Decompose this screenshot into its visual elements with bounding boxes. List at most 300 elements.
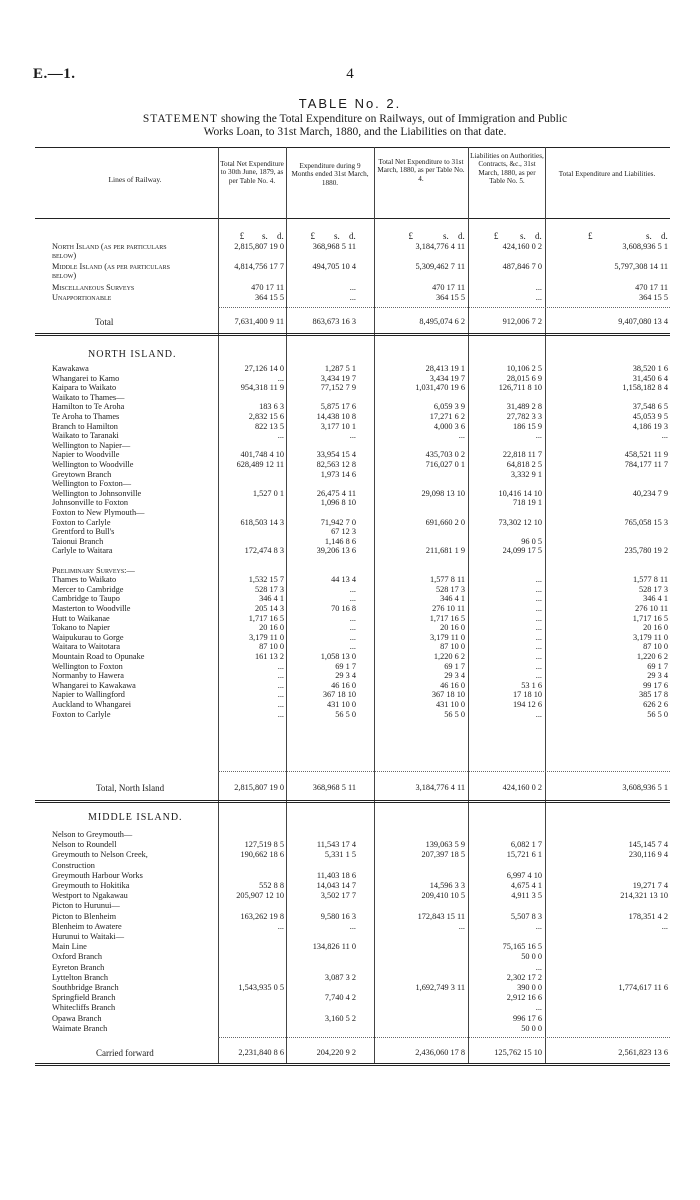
- row-label: Mercer to Cambridge: [52, 585, 124, 594]
- amount-c4: 50 0 0: [521, 952, 542, 961]
- amount-c2: 56 5 0: [335, 710, 356, 719]
- row-label: Hutt to Waikanae: [52, 614, 110, 623]
- unit-pound: £: [588, 231, 593, 241]
- amount-c1: 1,717 16 5: [248, 614, 284, 623]
- row-label: Whangarei to Kawakawa: [52, 681, 136, 690]
- amount-c4: 31,489 2 8: [506, 402, 542, 411]
- table-row: [0, 642, 700, 652]
- amount-c4: 6,997 4 10: [506, 871, 542, 880]
- summary-total-row: [0, 317, 700, 327]
- amount-c4: ...: [535, 585, 542, 594]
- amount-c3: 435,703 0 2: [425, 450, 465, 459]
- amount-c2: 14,043 14 7: [316, 881, 356, 890]
- amount-c3: 29 3 4: [444, 671, 465, 680]
- amount-c4: 4,911 3 5: [511, 891, 542, 900]
- unit-pound: £: [408, 231, 413, 241]
- row-label: Kawakawa: [52, 364, 89, 373]
- col-head-lines: Lines of Railway.: [108, 175, 162, 184]
- table-row: [0, 932, 700, 942]
- amount-c4: ...: [535, 710, 542, 719]
- row-label: Nelson to Roundell: [52, 840, 117, 849]
- amount-c3: 46 16 0: [440, 681, 465, 690]
- row-label: Waimate Branch: [52, 1024, 108, 1033]
- amount-c2: 3,434 19 7: [320, 374, 356, 383]
- unit-pound: £: [493, 231, 499, 241]
- table-row: [0, 850, 700, 860]
- amount-c5: 3,179 11 0: [633, 633, 668, 642]
- amount-c3: 2,436,060 17 8: [415, 1048, 465, 1057]
- row-label: Greymouth Harbour Works: [52, 871, 143, 880]
- amount-c5: 1,158,182 8 4: [622, 383, 668, 392]
- row-label: Middle Island (as per particulars: [52, 262, 170, 271]
- amount-c2: 3,087 3 2: [324, 973, 356, 982]
- amount-c5: 458,521 11 9: [624, 450, 668, 459]
- table-row: [0, 700, 700, 710]
- row-label: Main Line: [52, 942, 87, 951]
- amount-c2: ...: [349, 633, 356, 642]
- amount-c4: 10,106 2 5: [506, 364, 542, 373]
- row-label: Greymouth to Hokitika: [52, 881, 130, 890]
- amount-c5: 364 15 5: [638, 293, 668, 302]
- amount-c1: 2,832 15 6: [248, 412, 284, 421]
- amount-c3: 716,027 0 1: [425, 460, 465, 469]
- amount-c4: 718 19 1: [512, 498, 542, 507]
- row-label: Southbridge Branch: [52, 983, 119, 992]
- table-row: [0, 527, 700, 537]
- row-label: Oxford Branch: [52, 952, 102, 961]
- amount-c5: 29 3 4: [647, 671, 668, 680]
- amount-c1: ...: [277, 671, 284, 680]
- amount-c3: 6,059 3 9: [433, 402, 465, 411]
- amount-c1: 183 6 3: [259, 402, 284, 411]
- amount-c3: 5,309,462 7 11: [415, 262, 465, 271]
- amount-c4: 2,302 17 2: [506, 973, 542, 982]
- table-row: [0, 556, 700, 566]
- amount-c1: ...: [277, 681, 284, 690]
- table-row: [0, 364, 700, 374]
- amount-c4: ...: [535, 594, 542, 603]
- row-label: Normanby to Hawera: [52, 671, 124, 680]
- unit-pence: d.: [661, 231, 668, 241]
- table-row: [0, 963, 700, 973]
- row-label: Foxton to Carlyle: [52, 518, 111, 527]
- amount-c5: ...: [661, 922, 668, 931]
- amount-c4: 912,006 7 2: [502, 317, 542, 326]
- amount-c3: 1,220 6 2: [433, 652, 465, 661]
- table-row: [0, 690, 700, 700]
- amount-c1: 2,815,807 19 0: [234, 783, 284, 792]
- row-label: Picton to Blenheim: [52, 912, 117, 921]
- amount-c4: 10,416 14 10: [498, 489, 542, 498]
- unit-pence: d.: [349, 231, 356, 241]
- table-row: [0, 575, 700, 585]
- amount-c4: 50 0 0: [521, 1024, 542, 1033]
- amount-c3: ...: [458, 431, 465, 440]
- unit-pound: £: [310, 231, 315, 241]
- table-row-cont: [0, 251, 700, 261]
- amount-c2: 1,058 13 0: [320, 652, 356, 661]
- amount-c5: 1,717 16 5: [632, 614, 668, 623]
- summary-rule: [218, 307, 670, 308]
- amount-c5: 45,053 9 5: [632, 412, 668, 421]
- amount-c5: ...: [661, 431, 668, 440]
- row-label: Taionui Branch: [52, 537, 104, 546]
- amount-c3: 1,577 8 11: [430, 575, 465, 584]
- amount-c1: 27,126 14 0: [244, 364, 284, 373]
- amount-c4: 6,082 1 7: [510, 840, 542, 849]
- table-row: [0, 993, 700, 1003]
- amount-c4: 73,302 12 10: [498, 518, 542, 527]
- row-label: Kaipara to Waikato: [52, 383, 117, 392]
- amount-c5: 145,145 7 4: [628, 840, 668, 849]
- amount-c4: ...: [535, 293, 542, 302]
- amount-c5: 346 4 1: [643, 594, 668, 603]
- row-label: Wellington to Johnsonville: [52, 489, 142, 498]
- amount-c4: 96 0 5: [521, 537, 542, 546]
- row-label: Foxton to New Plymouth—: [52, 508, 145, 517]
- amount-c4: 2,912 16 6: [506, 993, 542, 1002]
- amount-c4: 126,711 8 10: [498, 383, 542, 392]
- amount-c3: 28,413 19 1: [425, 364, 465, 373]
- amount-c4: 4,675 4 1: [510, 881, 542, 890]
- amount-c2: 1,973 14 6: [320, 470, 356, 479]
- table-row: [0, 1024, 700, 1034]
- amount-c5: 1,577 8 11: [633, 575, 668, 584]
- amount-c2: 9,580 16 3: [320, 912, 356, 921]
- table-row: [0, 912, 700, 922]
- amount-c1: 205,907 12 10: [236, 891, 284, 900]
- amount-c2: 367 18 10: [322, 690, 356, 699]
- amount-c1: 618,503 14 3: [240, 518, 284, 527]
- amount-c5: 1,774,617 11 6: [618, 983, 668, 992]
- amount-c5: 87 10 0: [643, 642, 668, 651]
- amount-c5: 626 2 6: [643, 700, 668, 709]
- amount-c5: 3,608,936 5 1: [622, 783, 668, 792]
- unit-shilling: s.: [443, 231, 449, 241]
- amount-c4: 24,099 17 5: [502, 546, 542, 555]
- table-row: [0, 431, 700, 441]
- row-label: Opawa Branch: [52, 1014, 102, 1023]
- table-row: [0, 1014, 700, 1024]
- amount-c2: 368,968 5 11: [312, 242, 356, 251]
- amount-c4: 390 0 0: [517, 983, 542, 992]
- amount-c1: 1,527 0 1: [252, 489, 284, 498]
- north-total-rule: [35, 800, 670, 803]
- amount-c3: 1,717 16 5: [429, 614, 465, 623]
- amount-c3: 346 4 1: [440, 594, 465, 603]
- amount-c4: 186 15 9: [512, 422, 542, 431]
- amount-c3: 17,271 6 2: [429, 412, 465, 421]
- row-label: Greymouth to Nelson Creek,: [52, 850, 148, 859]
- north-island-heading: NORTH ISLAND.: [88, 349, 177, 360]
- amount-c1: 346 4 1: [259, 594, 284, 603]
- row-label: Hamilton to Te Aroha: [52, 402, 125, 411]
- unit-pence: d.: [277, 231, 284, 241]
- amount-c4: ...: [535, 642, 542, 651]
- amount-c4: 15,721 6 1: [506, 850, 542, 859]
- amount-c3: 56 5 0: [444, 710, 465, 719]
- table-row: [0, 479, 700, 489]
- amount-c1: ...: [277, 374, 284, 383]
- amount-c3: 4,000 3 6: [433, 422, 465, 431]
- amount-c1: ...: [277, 662, 284, 671]
- amount-c2: 5,331 1 5: [324, 850, 356, 859]
- table-row: [0, 830, 700, 840]
- amount-c2: 46 16 0: [331, 681, 356, 690]
- amount-c1: 364 15 5: [254, 293, 284, 302]
- row-label-cont: below): [52, 271, 77, 280]
- summary-total-label: Total: [95, 317, 114, 327]
- amount-c1: 2,815,807 19 0: [234, 242, 284, 251]
- row-label: Nelson to Greymouth—: [52, 830, 133, 839]
- amount-c2: 71,942 7 0: [320, 518, 356, 527]
- table-row: [0, 283, 700, 293]
- row-label: Carlyle to Waitara: [52, 546, 113, 555]
- table-row: [0, 973, 700, 983]
- row-label: Hurunui to Waitaki—: [52, 932, 124, 941]
- page-number: 4: [346, 66, 354, 82]
- amount-c3: 1,031,470 19 6: [415, 383, 465, 392]
- amount-c4: 5,507 8 3: [510, 912, 542, 921]
- amount-c4: 424,160 0 2: [502, 783, 542, 792]
- amount-c2: 29 3 4: [335, 671, 356, 680]
- amount-c1: ...: [277, 922, 284, 931]
- north-total-row: [0, 783, 700, 793]
- amount-c3: 470 17 11: [432, 283, 465, 292]
- carried-forward-row: [0, 1048, 700, 1058]
- row-label: Whangarei to Kamo: [52, 374, 120, 383]
- amount-c2: 1,096 8 10: [320, 498, 356, 507]
- col-head-col5: Total Expenditure and Liabilities.: [558, 170, 656, 178]
- table-row: [0, 293, 700, 303]
- amount-c5: 37,548 6 5: [632, 402, 668, 411]
- amount-c1: ...: [277, 710, 284, 719]
- amount-c2: 44 13 4: [331, 575, 356, 584]
- amount-c2: 3,177 10 1: [320, 422, 356, 431]
- table-row: [0, 871, 700, 881]
- amount-c4: ...: [535, 614, 542, 623]
- unit-shilling: s.: [262, 231, 268, 241]
- amount-c5: 178,351 4 2: [628, 912, 668, 921]
- north-total-label: Total, North Island: [96, 783, 165, 793]
- amount-c1: 87 10 0: [259, 642, 284, 651]
- amount-c5: 4,186 19 3: [632, 422, 668, 431]
- amount-c5: 385 17 8: [638, 690, 668, 699]
- amount-c2: 11,543 17 4: [316, 840, 356, 849]
- amount-c1: 163,262 19 8: [240, 912, 284, 921]
- amount-c1: 470 17 11: [251, 283, 284, 292]
- row-label: Whitecliffs Branch: [52, 1003, 116, 1012]
- amount-c1: 172,474 8 3: [244, 546, 284, 555]
- amount-c3: ...: [458, 922, 465, 931]
- amount-c4: ...: [535, 633, 542, 642]
- amount-c5: 69 1 7: [647, 662, 668, 671]
- middle-rule: [218, 1037, 670, 1038]
- amount-c1: 3,179 11 0: [249, 633, 284, 642]
- amount-c4: ...: [535, 575, 542, 584]
- table-row: [0, 460, 700, 470]
- table-row: [0, 942, 700, 952]
- amount-c2: ...: [349, 922, 356, 931]
- amount-c2: 70 16 8: [331, 604, 356, 613]
- amount-c3: 691,660 2 0: [425, 518, 465, 527]
- amount-c1: 20 16 0: [259, 623, 284, 632]
- amount-c1: 127,519 8 5: [244, 840, 284, 849]
- table-row: [0, 508, 700, 518]
- amount-c5: 19,271 7 4: [632, 881, 668, 890]
- row-label: Napier to Woodville: [52, 450, 120, 459]
- amount-c3: 3,184,776 4 11: [415, 783, 465, 792]
- amount-c1: 552 8 8: [259, 881, 284, 890]
- amount-c2: ...: [349, 642, 356, 651]
- row-label: Construction: [52, 861, 95, 870]
- amount-c2: 3,160 5 2: [324, 1014, 356, 1023]
- row-label: Johnsonville to Foxton: [52, 498, 129, 507]
- amount-c5: 230,116 9 4: [628, 850, 668, 859]
- amount-c2: 39,206 13 6: [316, 546, 356, 555]
- table-title: TABLE No. 2.: [298, 96, 402, 111]
- table-row: [0, 901, 700, 911]
- amount-c4: 28,015 6 9: [506, 374, 542, 383]
- table-row: [0, 623, 700, 633]
- row-label: Branch to Hamilton: [52, 422, 118, 431]
- summary-total-rule: [35, 333, 670, 336]
- amount-c1: 628,489 12 11: [236, 460, 284, 469]
- amount-c2: 1,287 5 1: [324, 364, 356, 373]
- row-label: Eyreton Branch: [52, 963, 105, 972]
- amount-c3: 1,692,749 3 11: [415, 983, 465, 992]
- amount-c1: 1,543,935 0 5: [238, 983, 284, 992]
- middle-island-heading: MIDDLE ISLAND.: [88, 812, 183, 823]
- col-head-col4: Liabilities on Authorities, Contracts, &c., 31st March, 1880, as per Table No. 5.: [470, 152, 544, 186]
- amount-c5: 5,797,308 14 11: [614, 262, 668, 271]
- north-rule: [218, 771, 670, 772]
- row-label: Mountain Road to Opunake: [52, 652, 145, 661]
- table-row: [0, 922, 700, 932]
- table-row: [0, 402, 700, 412]
- table-row: [0, 840, 700, 850]
- carried-forward-label: Carried forward: [96, 1048, 154, 1058]
- unit-pound: £: [239, 231, 245, 241]
- amount-c2: ...: [349, 293, 356, 302]
- table-row-cont: [0, 271, 700, 281]
- amount-c5: 9,407,080 13 4: [618, 317, 668, 326]
- amount-c4: ...: [535, 283, 542, 292]
- col-head-col2: Expenditure during 9 Months ended 31st March, 1880.: [291, 162, 369, 187]
- table-row: [0, 1003, 700, 1013]
- table-row: [0, 604, 700, 614]
- row-label: Springfield Branch: [52, 993, 116, 1002]
- row-label: Tokano to Napier: [52, 623, 110, 632]
- amount-c4: ...: [535, 623, 542, 632]
- unit-shilling: s.: [334, 231, 340, 241]
- amount-c3: 172,843 15 11: [417, 912, 465, 921]
- amount-c5: 2,561,823 13 6: [618, 1048, 668, 1057]
- amount-c2: ...: [349, 431, 356, 440]
- amount-c4: ...: [535, 963, 542, 972]
- row-label: Cambridge to Taupo: [52, 594, 120, 603]
- amount-c2: 26,475 4 11: [316, 489, 356, 498]
- table-row: [0, 710, 700, 720]
- col-head-col1: Total Net Expenditure to 30th June, 1879, as per Table No. 4.: [220, 160, 284, 185]
- amount-c2: 77,152 7 9: [320, 383, 356, 392]
- amount-c3: 139,063 5 9: [425, 840, 465, 849]
- amount-c2: 14,438 10 8: [316, 412, 356, 421]
- table-row: [0, 861, 700, 871]
- bottom-rule: [35, 1063, 670, 1066]
- amount-c1: 1,532 15 7: [248, 575, 284, 584]
- table-row: [0, 383, 700, 393]
- table-row: [0, 652, 700, 662]
- table-row: [0, 983, 700, 993]
- amount-c3: 14,596 3 3: [429, 881, 465, 890]
- row-label: Wellington to Foxton: [52, 662, 123, 671]
- amount-c1: 190,662 18 6: [240, 850, 284, 859]
- amount-c3: 276 10 11: [432, 604, 465, 613]
- row-label: Waikato to Thames—: [52, 393, 125, 402]
- amount-c5: 99 17 6: [643, 681, 668, 690]
- amount-c5: 20 16 0: [643, 623, 668, 632]
- amount-c4: 487,846 7 0: [502, 262, 542, 271]
- amount-c5: 56 5 0: [647, 710, 668, 719]
- amount-c1: 2,231,840 8 6: [238, 1048, 284, 1057]
- amount-c4: 125,762 15 10: [494, 1048, 542, 1057]
- unit-pence: d.: [535, 231, 542, 241]
- amount-c5: 784,177 11 7: [624, 460, 668, 469]
- amount-c1: 161 13 2: [254, 652, 284, 661]
- row-label: Westport to Ngakawau: [52, 891, 128, 900]
- amount-c2: 67 12 3: [331, 527, 356, 536]
- table-row: [0, 594, 700, 604]
- amount-c4: ...: [535, 604, 542, 613]
- row-label: Waipukurau to Gorge: [52, 633, 124, 642]
- amount-c2: 5,875 17 6: [320, 402, 356, 411]
- amount-c3: 3,434 19 7: [429, 374, 465, 383]
- amount-c2: 3,502 17 7: [320, 891, 356, 900]
- statement-line1: showing the Total Expenditure on Railways, out of Immigration and Public: [220, 113, 568, 125]
- amount-c4: 3,332 9 1: [510, 470, 542, 479]
- amount-c3: 209,410 10 5: [421, 891, 465, 900]
- statement-word: STATEMENT: [142, 113, 219, 125]
- amount-c4: ...: [535, 922, 542, 931]
- amount-c1: 822 13 5: [254, 422, 284, 431]
- amount-c2: 494,705 10 4: [312, 262, 356, 271]
- amount-c3: 20 16 0: [440, 623, 465, 632]
- row-label: Te Aroha to Thames: [52, 412, 120, 421]
- amount-c4: ...: [535, 671, 542, 680]
- row-label: Auckland to Whangarei: [52, 700, 132, 709]
- amount-c2: 11,403 18 6: [316, 871, 356, 880]
- table-row: [0, 546, 700, 556]
- table-row: [0, 881, 700, 891]
- amount-c4: ...: [535, 431, 542, 440]
- amount-c1: ...: [277, 700, 284, 709]
- amount-c2: 204,220 9 2: [316, 1048, 356, 1057]
- header-ref: E.—1.: [33, 66, 76, 82]
- header-rule-bottom: [35, 218, 670, 219]
- amount-c5: 276 10 11: [635, 604, 668, 613]
- amount-c3: 207,397 18 5: [421, 850, 465, 859]
- row-label: Blenheim to Awatere: [52, 922, 122, 931]
- amount-c5: 38,520 1 6: [632, 364, 668, 373]
- row-label: Unapportionable: [52, 293, 112, 302]
- amount-c2: 7,740 4 2: [324, 993, 356, 1002]
- amount-c4: 64,818 2 5: [506, 460, 542, 469]
- amount-c3: 528 17 3: [435, 585, 465, 594]
- row-label: Grentford to Bull's: [52, 527, 115, 536]
- row-label: Wellington to Woodville: [52, 460, 134, 469]
- amount-c5: 765,058 15 3: [624, 518, 668, 527]
